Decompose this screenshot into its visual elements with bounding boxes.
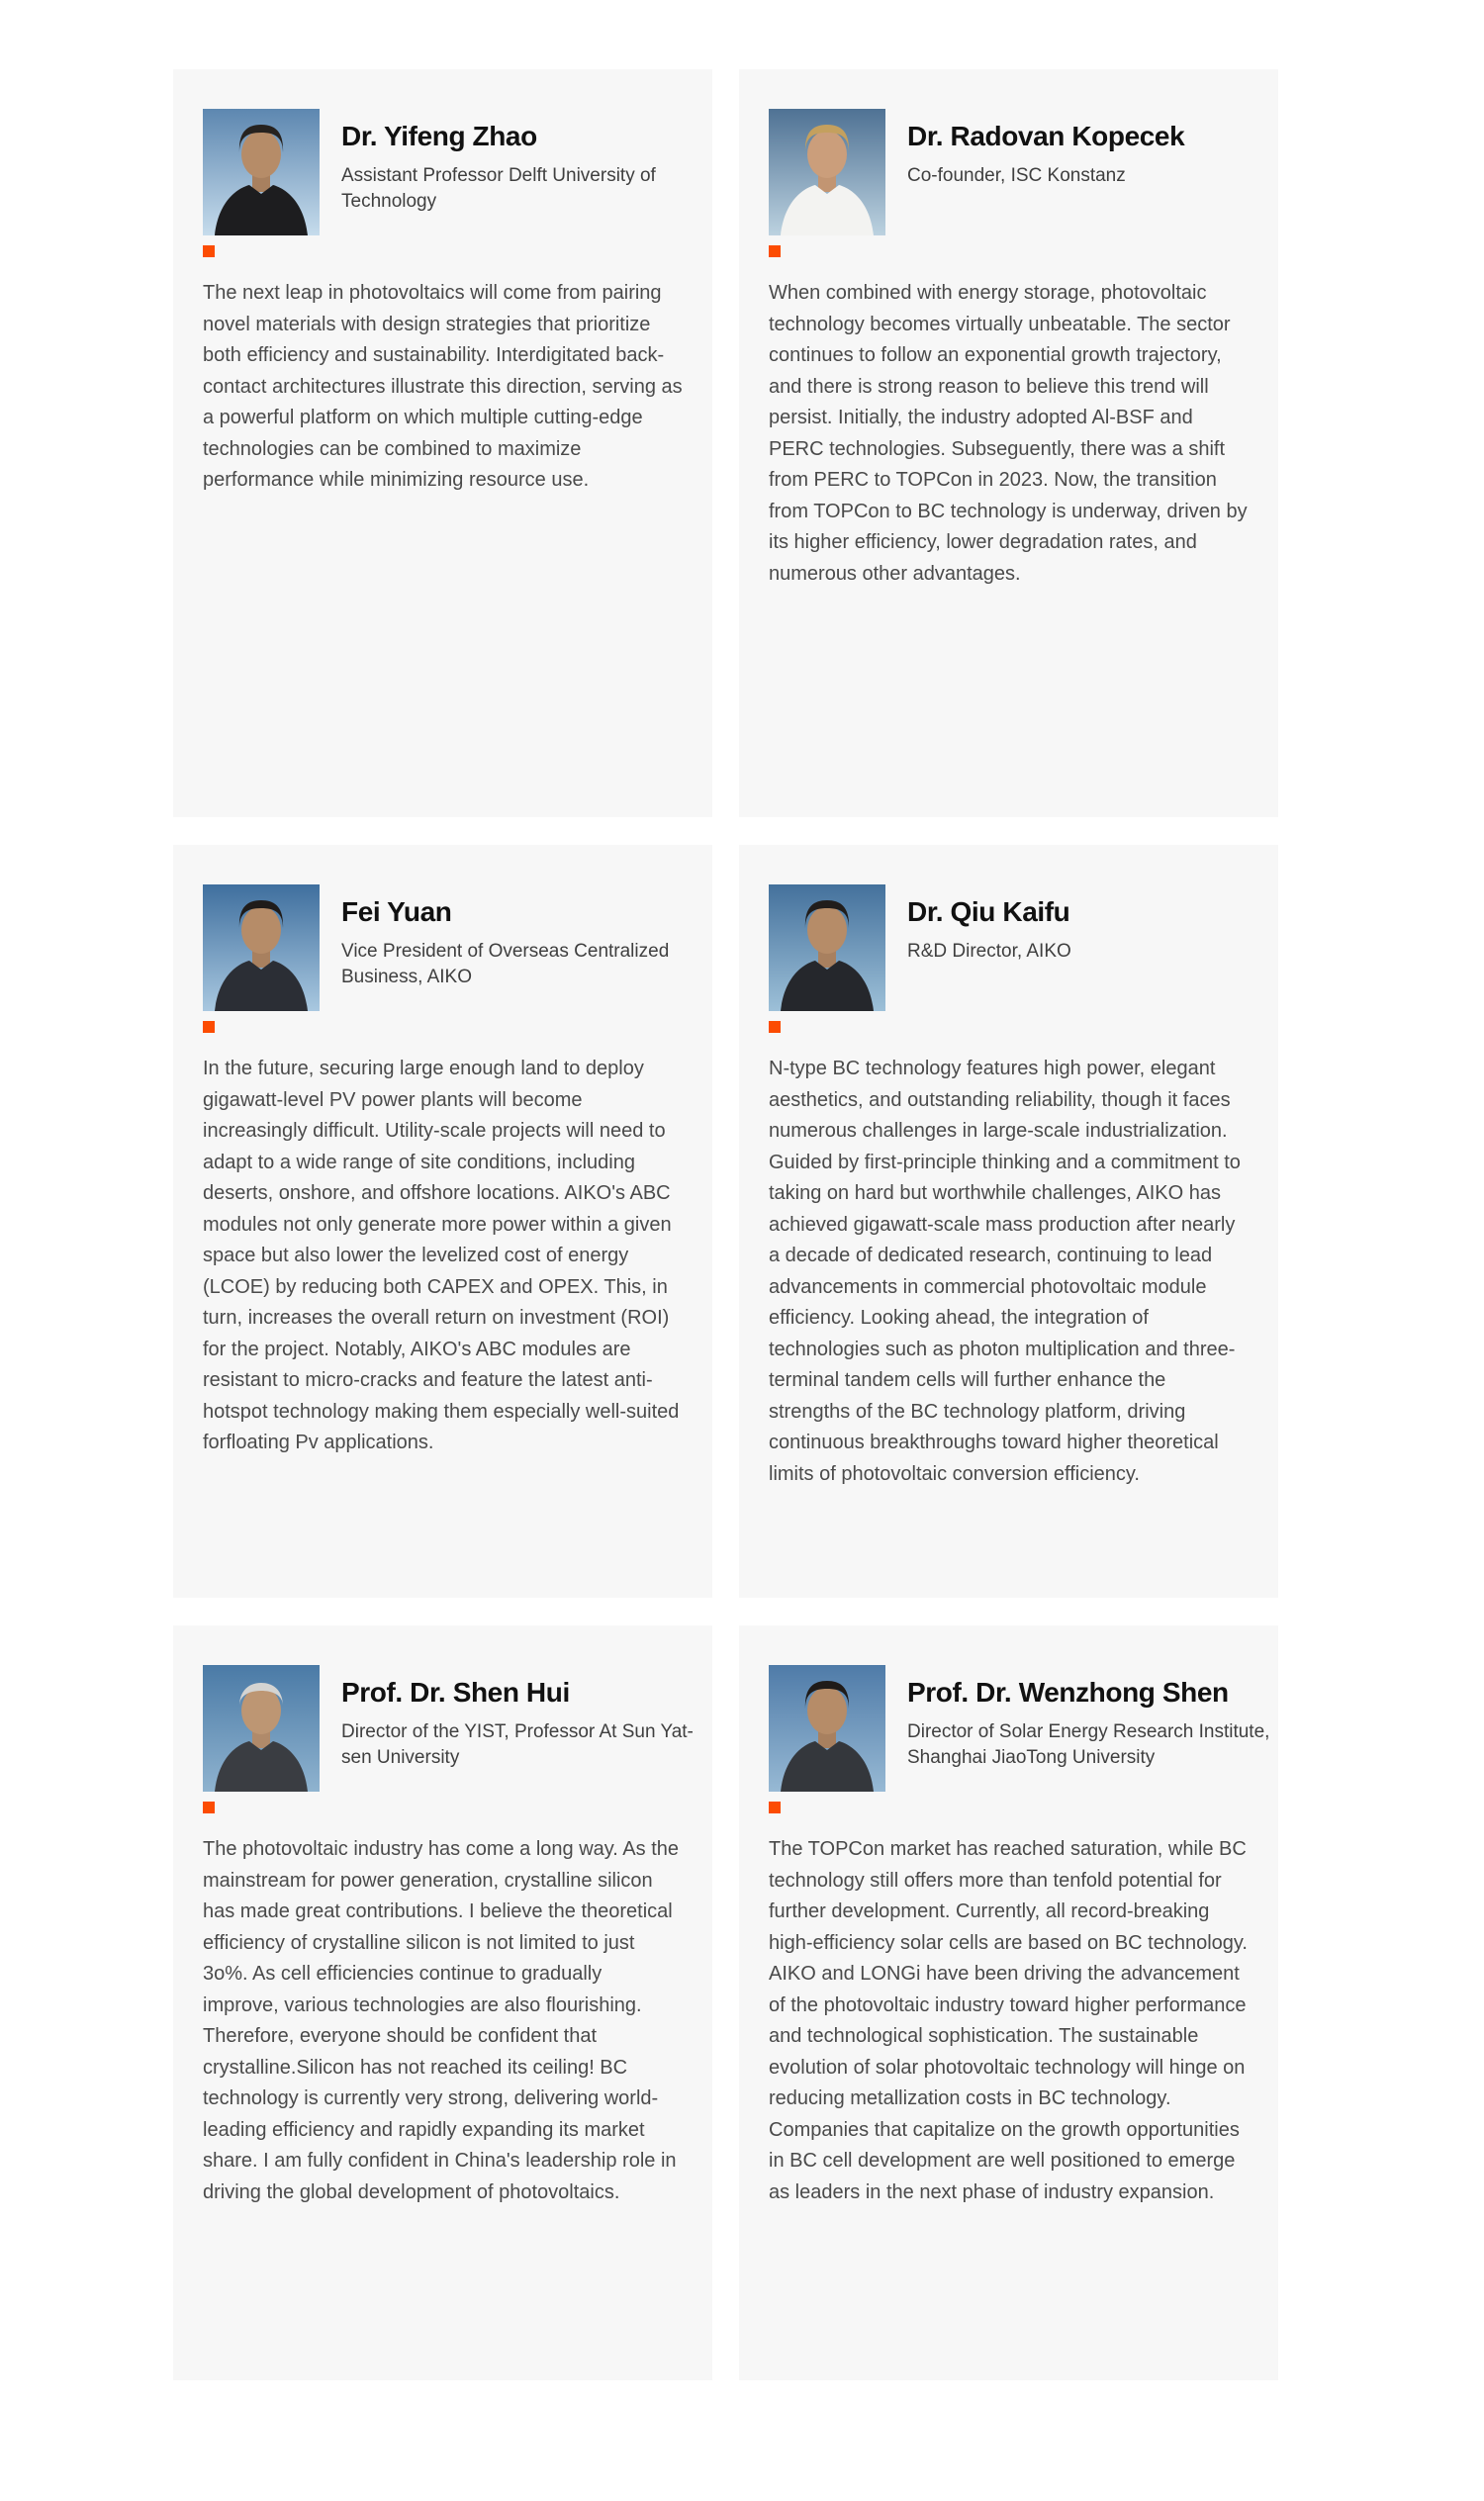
person-silhouette-icon [769,109,885,235]
portrait-photo [203,1665,320,1792]
card-header [203,884,712,1011]
testimonial-card [739,69,1278,817]
person-name: Dr. Radovan Kopecek [907,121,1185,151]
portrait-photo [203,884,320,1011]
quote-text: The photovoltaic industry has come a long way. As the mainstream for power generation, crystalline silicon has made great contributions. I believe the theoretical efficiency of crystalline silicon is not limited to just 3o%. As cell efficiencies continue to gradually improve, various technologies are also flourishing. Therefore, everyone should be confident that crystalline.Silicon has not reached its ceiling! BC technology is currently very strong, delivering world-leading efficiency and rapidly expanding its market share. I am fully confident in China's leadership role in driving the global development of photovoltaics. [203,1838,680,2203]
testimonial-card [739,845,1278,1598]
header-text [341,884,708,990]
accent-bullet [769,1802,781,1813]
testimonial-card [173,845,712,1598]
quote-text: The TOPCon market has reached saturation, while BC technology still offers more than tenfold potential for further development. Currently, all record-breaking high-efficiency solar cells are based on BC technology. AIKO and LONGi have been driving the advancement of the photovoltaic industry toward higher performance and technological sophistication. The sustainable evolution of solar photovoltaic technology will hinge on reducing metallization costs in BC technology. Companies that capitalize on the growth opportunities in BC cell development are well positioned to emerge as leaders in the next phase of industry expansion. [769,1838,1248,2203]
person-silhouette-icon [769,884,885,1011]
quote-text: When combined with energy storage, photovoltaic technology becomes virtually unbeatable. The sector continues to follow an exponential growth trajectory, and there is strong reason to believe this trend will persist. Initially, the industry adopted Al-BSF and PERC technologies. Subseguently, there was a shift from PERC to TOPCon in 2023. Now, the transition from TOPCon to BC technology is underway, driven by its higher efficiency, lower degradation rates, and numerous other advantages. [769,282,1248,585]
testimonial-card [739,1625,1278,2380]
person-silhouette-icon [203,884,320,1011]
quote-text: In the future, securing large enough land to deploy gigawatt-level PV power plants will become increasingly difficult. Utility-scale projects will need to adapt to a wide range of site conditions, including deserts, onshore, and offshore locations. AIKO's ABC modules not only generate more power within a given space but also lower the levelized cost of energy (LCOE) by reducing both CAPEX and OPEX. This, in turn, increases the overall return on investment (ROI) for the project. Notably, AIKO's ABC modules are resistant to micro-cracks and feature the latest anti-hotspot technology making them especially well-suited forfloating Pv applications. [203,1058,680,1453]
header-text [907,109,1274,189]
accent-bullet [769,1021,781,1033]
person-name: Dr. Yifeng Zhao [341,121,537,151]
person-title: Co-founder, ISC Konstanz [907,165,1126,186]
testimonial-card [173,69,712,817]
person-title: Director of Solar Energy Research Institute, Shanghai JiaoTong University [907,1721,1270,1768]
card-header [203,1665,712,1792]
person-title: Assistant Professor Delft University of Technology [341,165,656,212]
testimonial-card [173,1625,712,2380]
portrait-photo [769,884,885,1011]
card-header [769,1665,1278,1792]
person-silhouette-icon [203,109,320,235]
person-title: Vice President of Overseas Centralized Business, AIKO [341,941,670,987]
card-header [769,109,1278,235]
portrait-photo [769,109,885,235]
person-silhouette-icon [203,1665,320,1792]
portrait-photo [769,1665,885,1792]
accent-bullet [203,1802,215,1813]
person-name: Fei Yuan [341,896,452,927]
quote-text: The next leap in photovoltaics will come from pairing novel materials with design strategies that prioritize both efficiency and sustainability. Interdigitated back-contact architectures illustrate this direction, serving as a powerful platform on which multiple cutting-edge technologies can be combined to maximize performance while minimizing resource use. [203,282,683,491]
accent-bullet [769,245,781,257]
portrait-photo [203,109,320,235]
header-text [907,884,1274,965]
accent-bullet [203,245,215,257]
person-name: Dr. Qiu Kaifu [907,896,1070,927]
card-header [769,884,1278,1011]
person-name: Prof. Dr. Wenzhong Shen [907,1677,1229,1708]
person-silhouette-icon [769,1665,885,1792]
quote-text: N-type BC technology features high power, elegant aesthetics, and outstanding reliability, though it faces numerous challenges in large-scale industrialization. Guided by first-principle thinking and a commitment to taking on hard but worthwhile challenges, AIKO has achieved gigawatt-scale mass production after nearly a decade of dedicated research, continuing to lead advancements in commercial photovoltaic module efficiency. Looking ahead, the integration of technologies such as photon multiplication and three-terminal tandem cells will further enhance the strengths of the BC technology platform, driving continuous breakthroughs toward higher theoretical limits of photovoltaic conversion efficiency. [769,1058,1241,1485]
person-title: R&D Director, AIKO [907,941,1071,962]
person-title: Director of the YIST, Professor At Sun Yat-sen University [341,1721,694,1768]
header-text [341,1665,708,1771]
person-name: Prof. Dr. Shen Hui [341,1677,570,1708]
header-text [907,1665,1274,1771]
card-header [203,109,712,235]
header-text [341,109,708,215]
accent-bullet [203,1021,215,1033]
